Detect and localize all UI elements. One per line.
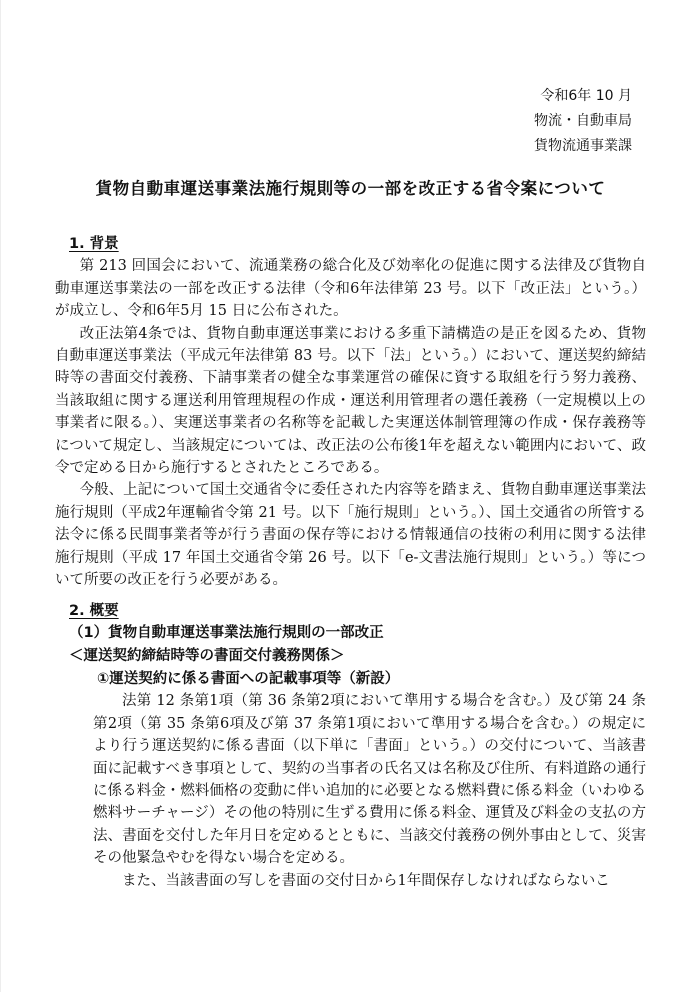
section-overview-heading: 2. 概要 [69, 602, 119, 619]
overview-item-1-heading: ①運送契約に係る書面への記載事項等（新設） [97, 670, 400, 687]
background-paragraph-2: 改正法第4条では、貨物自動車運送事業における多重下請構造の是正を図るため、貨物自動車運送事業法（平成元年法律第 83 号。以下「法」という。）において、運送契約締結時等の書面交付義務、下請事業者の健全な事業運営の確保に資する取組を行う努力義務、当該取組に関する運送利用管理規程の作成・運送利用管理者の選任義務（一定規模以上の事業者に限る。）、実運送事業者の名称等を記載した実運送体制管理簿の作成・保存義務等について規定し、当該規定については、改正法の公布後1年を超えない範囲内において、政令で定める日から施行するとされたところである。 [55, 325, 646, 477]
overview-item-1-paragraph-1: 法第 12 条第1項（第 36 条第2項において準用する場合を含む。）及び第 24 条第2項（第 35 条第6項及び第 37 条第1項において準用する場合を含む。）の規定により行う運送契約に係る書面（以下単に「書面」という。）の交付について、当該書面に記載すべき事項として、契約の当事者の氏名又は名称及び住所、有料道路の通行に係る料金・燃料価格の変動に伴い追加的に必要となる燃料費に係る料金（いわゆる燃料サーチャージ）その他の特別に生ずる費用に係る料金、運賃及び料金の支払の方法、書面を交付した年月日を定めるとともに、当該交付義務の例外事由として、災害その他緊急やむを得ない場合を定める。 [93, 693, 646, 867]
section-background [55, 233, 646, 592]
section-background-heading: 1. 背景 [69, 236, 119, 252]
background-paragraph-1: 第 213 回国会において、流通業務の総合化及び効率化の促進に関する法律及び貨物自動車運送事業法の一部を改正する法律（令和6年法律第 23 号。以下「改正法」という。）が成立し、令和6年5月 15 日に公布された。 [55, 258, 646, 320]
overview-subsection-1-heading: （1）貨物自動車運送事業法施行規則の一部改正 [69, 624, 384, 641]
document-header [55, 84, 646, 159]
header-date: 令和6年 10 月 [540, 88, 632, 104]
section-overview [55, 600, 646, 892]
document-title: 貨物自動車運送事業法施行規則等の一部を改正する省令案について [95, 179, 606, 198]
background-paragraph-3: 今般、上記について国土交通省令に委任された内容等を踏まえ、貨物自動車運送事業法施行規則（平成2年運輸省令第 21 号。以下「施行規則」という。）、国土交通省の所管する法令に係る民間事業者等が行う書面の保存等における情報通信の技術の利用に関する法律施行規則（平成 17 年国土交通省令第 26 号。以下「e-文書法施行規則」という。）等について所要の改正を行う必要がある。 [55, 482, 646, 589]
header-bureau: 物流・自動車局 [534, 113, 632, 129]
overview-bracket-heading: ＜運送契約締結時等の書面交付義務関係＞ [69, 647, 345, 664]
overview-item-1-paragraph-2: また、当該書面の写しを書面の交付日から1年間保存しなければならないこ [122, 872, 610, 889]
header-division: 貨物流通事業課 [534, 138, 632, 154]
